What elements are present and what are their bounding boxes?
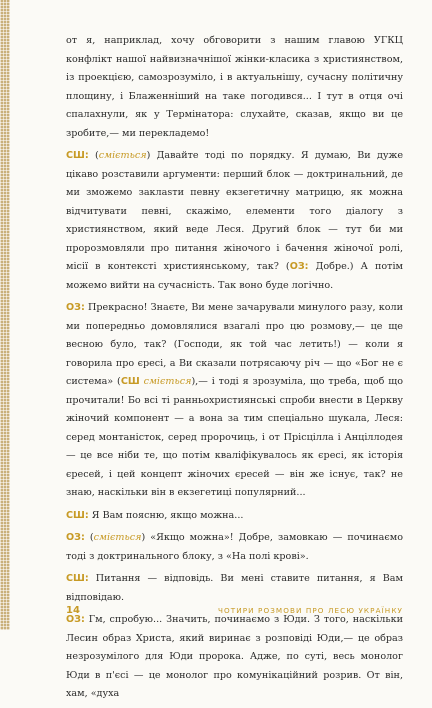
speaker-label: ОЗ: xyxy=(66,614,85,625)
speaker-label: СШ: xyxy=(66,573,89,584)
stage-remark: сміється xyxy=(98,150,147,161)
dialogue-paragraph xyxy=(66,570,403,607)
speaker-label: СШ xyxy=(120,376,140,387)
paragraph-text: ( xyxy=(88,150,99,161)
dialogue-paragraph xyxy=(66,507,403,526)
running-head: ЧОТИРИ РОЗМОВИ ПРО ЛЕСЮ УКРАЇНКУ xyxy=(217,605,403,615)
dialogue-paragraph xyxy=(66,147,403,295)
page-number: 14 xyxy=(66,604,80,616)
paragraph-text: ),— і тоді я зрозуміла, що треба, щоб що прочитали! Бо всі ті ранньохристиянські спроби внести в Церкву жіночий компонент — а вона за тим спеціально шукала, Леся: серед монтаністок, серед пророчиць, і от Прісцілла і Анціллодея — це все ніби те, що потім кваліфікувалось як єресі, як історія єресей, і цей концепт жіночих єресей — він же існує, так? не знаю, наскільки він в екзегетиці популярний... xyxy=(66,376,403,498)
paragraph-text: Добре.) А потім можемо вийти на сучасність. Так воно буде логічно. xyxy=(66,261,403,291)
speaker-label: ОЗ: xyxy=(289,261,309,272)
dialogue-paragraph xyxy=(66,32,403,143)
paragraph-text: Прекрасно! Знаєте, Ви мене зачарували минулого разу, коли ми попередньо домовлялися взагалі про цю розмову,— це ще весною було, так? (Господи, як той час летить!) — коли я говорила про єресі, а Ви сказали потрясаючу річ — що «Бог не є системa» ( xyxy=(66,302,403,387)
paragraph-text: ) «Якщо можна»! Добре, замовкаю — починаємо тоді з доктринального блоку, з «На полі крові». xyxy=(66,532,404,562)
paragraph-text: от я, наприклад, хочу обговорити з нашим главою УГКЦ конфлікт нашої найвизначнішої жінки-класика з християнством, із проекцією, самозрозуміло, і в актуальнішу, сучасну політичну площину, і Блаженніший на таке погодився... І тут в отця очі спалахнули, як у Термінатора: слухайте, сказав, якщо ви це зробите,— ми перекладемо! xyxy=(66,35,403,139)
paragraph-text: ) Давайте тоді по порядку. Я думаю, Ви дуже цікаво розставили аргументи: перший блок — доктринальний, де ми зможемо заклasти певну екзегетичну матрицю, як можна відчитувати певні, скажімо, елементи того діалогу з християнством, який веде Леся. Другий блок — тут би ми пророзмовляли про питання жіночого і бачення жіночої ролі, місії в контексті християнському, так? ( xyxy=(66,150,404,272)
dialogue-paragraph xyxy=(66,611,403,704)
stage-remark: сміється xyxy=(93,532,142,543)
paragraph-text: ( xyxy=(84,532,94,543)
dialogue-paragraph xyxy=(66,529,403,566)
speaker-label: ОЗ: xyxy=(66,532,85,543)
paragraph-text: Гм, спробую... Значить, починаємо з Юди. З того, наскільки Лесин образ Христа, який виринає з розповіді Юди,— це образ незрозумілого для Юди пророка. Адже, по суті, весь монолог Юди в п'єсі — це монолог про комунікаційний розрив. От він, хам, «духа xyxy=(66,614,403,699)
paragraph-text: Я Вам поясню, якщо можна... xyxy=(88,509,244,521)
stage-remark: сміється xyxy=(143,376,192,387)
speaker-label: СШ: xyxy=(66,150,89,161)
dialogue-paragraph xyxy=(66,299,403,503)
speaker-label: ОЗ: xyxy=(66,302,85,313)
speaker-label: СШ: xyxy=(66,509,89,521)
decorative-page-edge xyxy=(0,0,10,630)
paragraph-text: Питання — відповідь. Ви мені ставите питання, я Вам відповідаю. xyxy=(66,573,403,603)
page-footer xyxy=(66,603,403,617)
